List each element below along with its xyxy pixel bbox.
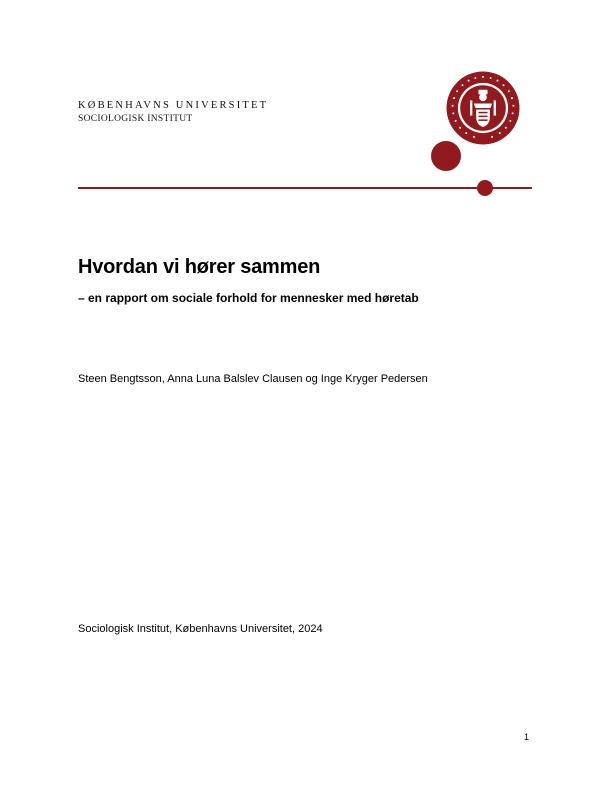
decorative-dot-small	[477, 180, 493, 196]
university-seal-icon	[445, 70, 521, 146]
page-number: 1	[524, 732, 530, 742]
header-rule	[78, 187, 532, 189]
decorative-dot-large	[431, 141, 461, 171]
publisher-line: Sociologisk Institut, Københavns Universitet, 2024	[78, 623, 323, 635]
report-title: Hvordan vi hører sammen	[78, 256, 321, 278]
institute-name: SOCIOLOGISK INSTITUT	[78, 114, 193, 124]
report-subtitle: – en rapport om sociale forhold for mennesker med høretab	[78, 291, 419, 305]
university-name: KØBENHAVNS UNIVERSITET	[78, 100, 269, 111]
authors: Steen Bengtsson, Anna Luna Balslev Clausen og Inge Kryger Pedersen	[78, 373, 428, 385]
